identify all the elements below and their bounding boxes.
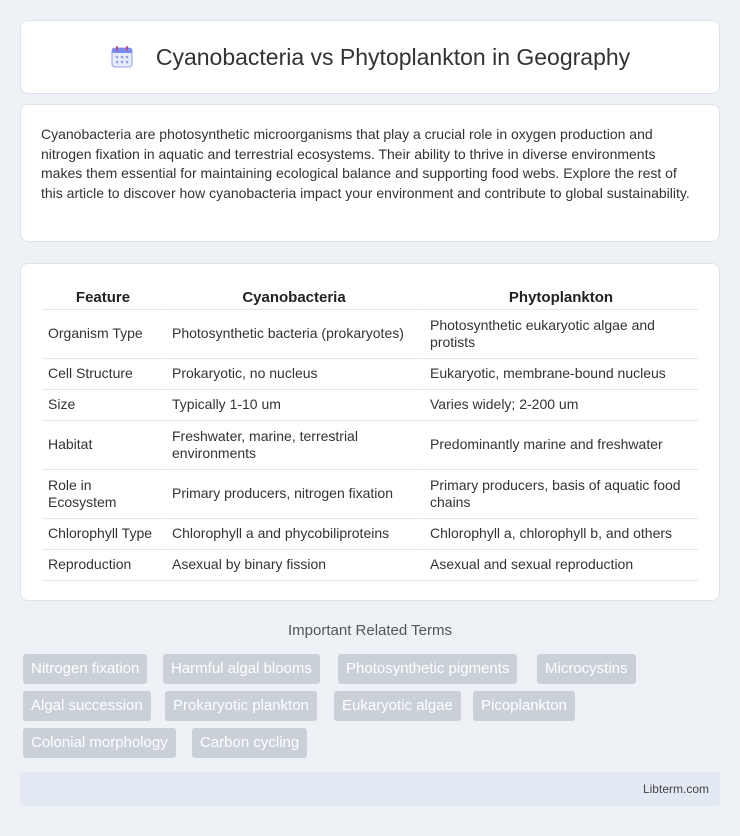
tag-prokaryotic-plankton[interactable]: Prokaryotic plankton bbox=[165, 691, 317, 721]
table-row bbox=[42, 470, 698, 519]
phytoplankton-cell: Varies widely; 2-200 um bbox=[422, 390, 698, 421]
tag-harmful-algal-blooms[interactable]: Harmful algal blooms bbox=[163, 654, 320, 684]
feature-cell: Cell Structure bbox=[42, 359, 164, 390]
page-title: Cyanobacteria vs Phytoplankton in Geography bbox=[155, 43, 631, 70]
footer-site-link[interactable]: Libterm.com bbox=[642, 782, 709, 796]
phytoplankton-cell: Primary producers, basis of aquatic food chains bbox=[422, 470, 698, 519]
feature-cell: Reproduction bbox=[42, 550, 164, 581]
feature-cell: Organism Type bbox=[42, 310, 164, 359]
cyanobacteria-cell: Freshwater, marine, terrestrial environments bbox=[164, 421, 422, 470]
feature-cell: Chlorophyll Type bbox=[42, 519, 164, 550]
table-row bbox=[42, 550, 698, 581]
tag-nitrogen-fixation[interactable]: Nitrogen fixation bbox=[23, 654, 147, 684]
tag-colonial-morphology[interactable]: Colonial morphology bbox=[23, 728, 176, 758]
cyanobacteria-cell: Primary producers, nitrogen fixation bbox=[164, 470, 422, 519]
feature-cell: Habitat bbox=[42, 421, 164, 470]
comparison-card bbox=[20, 263, 720, 601]
comparison-table bbox=[42, 284, 698, 581]
phytoplankton-cell: Photosynthetic eukaryotic algae and protists bbox=[422, 310, 698, 359]
title-card bbox=[20, 20, 720, 94]
intro-paragraph: Cyanobacteria are photosynthetic microorganisms that play a crucial role in oxygen production and nitrogen fixation in aquatic and terrestrial ecosystems. Their ability to thrive in diverse environments makes them essential for maintaining ecological balance and supporting food webs. Explore the rest of this article to discover how cyanobacteria impact your environment and contribute to global sustainability. bbox=[41, 126, 690, 201]
cyanobacteria-cell: Asexual by binary fission bbox=[164, 550, 422, 581]
tag-carbon-cycling[interactable]: Carbon cycling bbox=[192, 728, 307, 758]
cyanobacteria-cell: Typically 1-10 um bbox=[164, 390, 422, 421]
table-row bbox=[42, 359, 698, 390]
footer bbox=[20, 772, 720, 806]
tag-picoplankton[interactable]: Picoplankton bbox=[473, 691, 575, 721]
feature-cell: Role in Ecosystem bbox=[42, 470, 164, 519]
feature-cell: Size bbox=[42, 390, 164, 421]
header-cyanobacteria: Cyanobacteria bbox=[164, 284, 422, 310]
tag-eukaryotic-algae[interactable]: Eukaryotic algae bbox=[334, 691, 461, 721]
cyanobacteria-cell: Photosynthetic bacteria (prokaryotes) bbox=[164, 310, 422, 359]
phytoplankton-cell: Eukaryotic, membrane-bound nucleus bbox=[422, 359, 698, 390]
intro-card bbox=[20, 104, 720, 242]
table-row bbox=[42, 390, 698, 421]
header-feature: Feature bbox=[42, 284, 164, 310]
cyanobacteria-cell: Chlorophyll a and phycobiliproteins bbox=[164, 519, 422, 550]
related-terms-title: Important Related Terms bbox=[288, 622, 452, 639]
table-row bbox=[42, 519, 698, 550]
phytoplankton-cell: Chlorophyll a, chlorophyll b, and others bbox=[422, 519, 698, 550]
tag-algal-succession[interactable]: Algal succession bbox=[23, 691, 151, 721]
phytoplankton-cell: Asexual and sexual reproduction bbox=[422, 550, 698, 581]
tag-photosynthetic-pigments[interactable]: Photosynthetic pigments bbox=[338, 654, 517, 684]
header-phytoplankton: Phytoplankton bbox=[422, 284, 698, 310]
cyanobacteria-cell: Prokaryotic, no nucleus bbox=[164, 359, 422, 390]
table-row bbox=[42, 310, 698, 359]
calendar-icon bbox=[110, 45, 134, 69]
table-header-row bbox=[42, 284, 698, 310]
table-row bbox=[42, 421, 698, 470]
phytoplankton-cell: Predominantly marine and freshwater bbox=[422, 421, 698, 470]
tag-microcystins[interactable]: Microcystins bbox=[537, 654, 636, 684]
